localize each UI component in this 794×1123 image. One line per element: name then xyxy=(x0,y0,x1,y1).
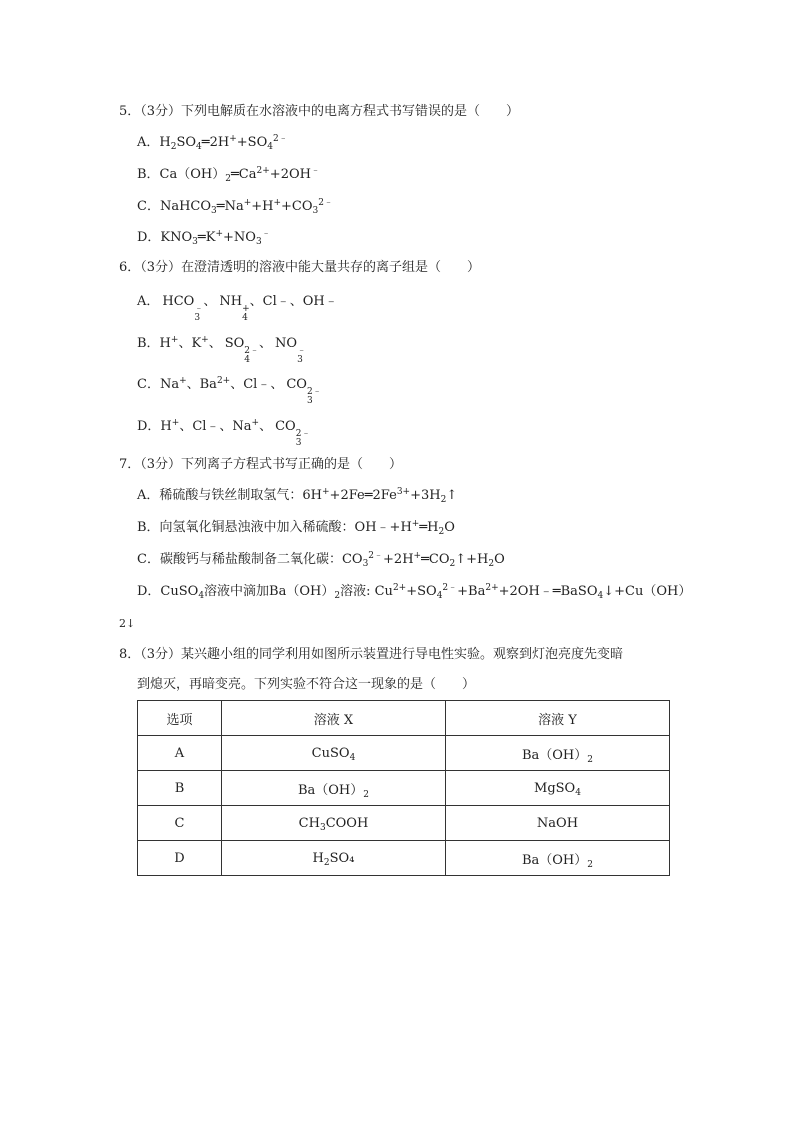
q5-stem: 5．（3分）下列电解质在水溶液中的电离方程式书写错误的是（ ） xyxy=(119,104,520,119)
ion-nh4: NH + 4 xyxy=(219,294,250,323)
q8-stem-line2: 到熄灭，再暗变亮。下列实验不符合这一现象的是（ ） xyxy=(137,677,476,692)
q7-stem: 7．（3分）下列离子方程式书写正确的是（ ） xyxy=(119,457,403,472)
table-cell-x: $CH_3COOH$ xyxy=(221,806,445,841)
table-header-row xyxy=(138,701,670,736)
ion-co3: CO 2﹣ 3 xyxy=(275,419,311,448)
table-row xyxy=(138,736,670,771)
table-cell-x: $H_2SO_4$ xyxy=(221,841,445,876)
table-row xyxy=(138,841,670,876)
q8-stem-line1: 8．（3分）某兴趣小组的同学利用如图所示装置进行导电性实验。观察到灯泡亮度先变暗 xyxy=(119,647,624,662)
q6-option-a: A． HCO ﹣ 3 、 NH + 4 、Cl﹣、OH﹣ xyxy=(137,294,338,323)
table-cell-option: D xyxy=(138,841,222,876)
table-row xyxy=(138,806,670,841)
q6-option-d: D．H+、Cl﹣、Na+、 CO 2﹣ 3 xyxy=(137,418,311,448)
table-cell-option: C xyxy=(138,806,222,841)
q5-option-b: B．$Ca(OH)_2═Ca^{2+}+2OH^﹣$ xyxy=(137,166,320,184)
q6-option-c: C．Na+、$Ba^{2+}$、Cl﹣、 CO 2﹣ 3 xyxy=(137,376,322,406)
q7-option-c: C．碳酸钙与稀盐酸制备二氧化碳：$CO_3^{2﹣}+2H^+═CO_2↑+H_2O$ xyxy=(137,551,505,569)
ion-no3: NO ﹣ 3 xyxy=(275,336,307,365)
table-cell-y: $Ba(OH)_2$ xyxy=(445,736,669,771)
table-cell-x: CuSO$_4$ xyxy=(221,736,445,771)
ion-so4: SO 2﹣ 4 xyxy=(224,336,260,365)
q6-stem: 6．（3分）在澄清透明的溶液中能大量共存的离子组是（ ） xyxy=(119,260,481,275)
q5-option-a: A．$H_2SO_4═2H^++SO_4^{2﹣}$ xyxy=(137,134,288,152)
ion-co3: CO 2﹣ 3 xyxy=(286,377,322,406)
table-header-cell: 溶液 X xyxy=(221,701,445,736)
q7-option-a: A．稀硫酸与铁丝制取氢气：$6H^++2Fe═2Fe^{3+}+3H_2↑$ xyxy=(137,487,458,505)
table-cell-option: B xyxy=(138,771,222,806)
q7-option-d-continuation: 2↓ xyxy=(119,617,136,630)
table-cell-x: $Ba(OH)_2$ xyxy=(221,771,445,806)
ion-hco3: HCO ﹣ 3 xyxy=(162,294,204,323)
q7-option-b: B．向氢氧化铜悬浊液中加入稀硫酸：$OH﹣+H^+═H_2O$ xyxy=(137,519,455,537)
table-row xyxy=(138,771,670,806)
q5-option-d: D．$KNO_3═K^++NO_3^﹣$ xyxy=(137,229,271,247)
table-header-cell: 溶液 Y xyxy=(445,701,669,736)
table-header-cell: 选项 xyxy=(138,701,222,736)
q5-option-c: C．$NaHCO_3═Na^++H^++CO_3^{2﹣}$ xyxy=(137,198,333,216)
table-cell-y: NaOH xyxy=(445,806,669,841)
table-cell-option: A xyxy=(138,736,222,771)
q7-option-d: D．CuSO$_4$溶液中滴加$Ba(OH)_2$溶液: $Cu^{2+}+SO_4^{2﹣}+Ba^{2+}+2OH﹣═BaSO_4↓+Cu(OH)$ xyxy=(137,583,692,601)
table-cell-y: $Ba(OH)_2$ xyxy=(445,841,669,876)
q8-data-table xyxy=(137,700,670,876)
q6-option-b: B．H+、K+、 SO 2﹣ 4 、 NO ﹣ 3 xyxy=(137,335,307,365)
table-cell-y: MgSO$_4$ xyxy=(445,771,669,806)
